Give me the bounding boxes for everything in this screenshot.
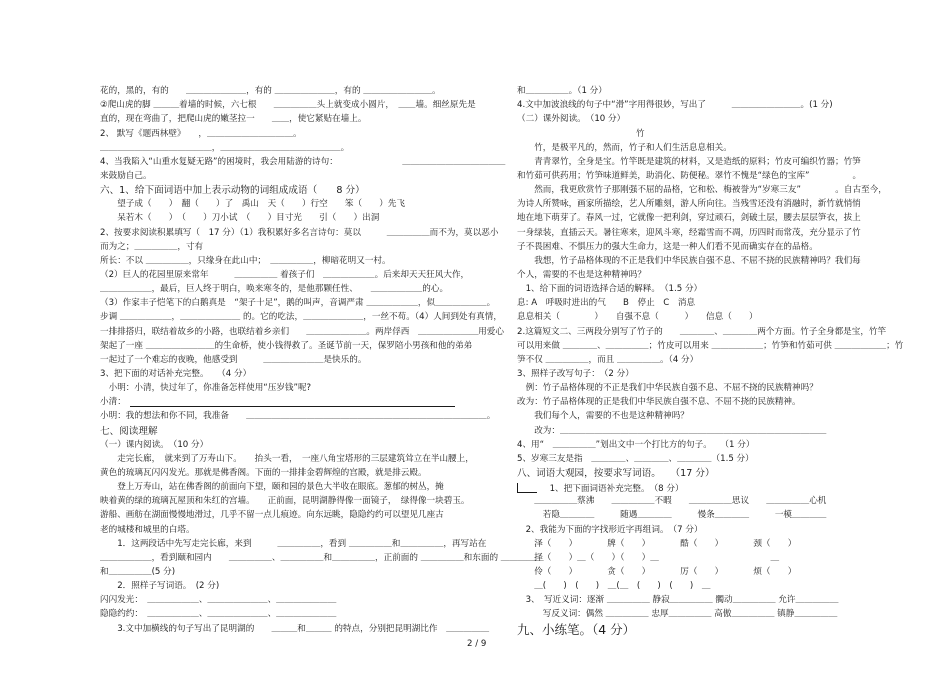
section-heading: 八、词语大观园，按要求写词语。 （17 分） [517,468,715,479]
text-line: 1．这两段话中先写走完长廊，来到 ＿＿＿＿＿，看到 ＿＿＿＿＿和＿＿＿＿＿，再写站在 [100,539,487,549]
text-line: 4、用“ ＿＿＿＿＿”划出文中一个打比方的句子。 （1 分） [517,440,755,450]
text-line: 2、我能为下面的字找形近字再组词。 （7 分） [517,525,703,535]
text-line: 小明：小清，快过年了，你准备怎样使用“压岁钱”呢? [100,383,312,393]
text-line: 青青翠竹，全身是宝。竹竿既是建筑的材料，又是造纸的原料；竹皮可编织竹器；竹笋 [517,157,861,167]
text-line: ＿＿＿＿＿＿，看到颐和园内 ＿＿＿＿＿、＿＿＿＿＿和＿＿＿＿＿，正前面的 ＿＿＿＿＿和东面的 ＿＿＿＿＿ [100,553,544,563]
left-column [100,0,544,694]
text-line: 2、按要求阅读积累填写（ 17 分）（1）我积累好多名言诗句：莫以 ＿＿＿＿＿而不为，莫以恶小 [100,228,499,238]
text-line: 所长：不以 ＿＿＿＿＿，只缘身在此山中； ＿＿＿＿＿，柳暗花明又一村。 [100,256,391,266]
text-line: 走完长廊， 就来到了万寿山下。 抬头一看， 一座八角宝塔形的三层建筑耸立在半山腰上， [100,454,474,464]
text-line: 子不畏困难、不惧压力的强大生命力，这是一种人们看不见而确实存在的品格。 [517,242,818,252]
text-line: 地在地下萌芽了。春风一过，它就像一把利剑，穿过顽石，剑破土层，腰去层层笋衣，拔上 [517,213,861,223]
text-line: （二）课外阅读。 （10 分） [517,114,626,124]
text-line: （一）课内阅读。 （10 分） [100,440,209,450]
text-line: 黄色的琉璃瓦闪闪发光。那就是佛香阁。下面的一排排金碧辉煌的宫殿，就是排云殿。 [100,468,427,478]
text-line: （3）作家丰子恺笔下的白鹅真是 “架子十足”，鹅的叫声，音调严肃 ＿＿＿＿＿＿，似＿＿＿＿＿＿。 [100,298,496,308]
text-line: ＿＿＿＿＿＿，最后，巨人终于明白，唤来寒冬的，是他那颗任性、 ＿＿＿＿＿＿的心。 [100,284,449,294]
text-line: 我们每个人，需要的不也是这种精神吗？ [517,411,689,421]
text-line: 小明：我的想法和你不同，我准备 ＿＿＿＿＿＿＿＿＿＿＿＿＿＿＿＿＿＿＿＿＿＿＿＿＿＿＿＿。 [100,411,496,421]
text-line: 个人，需要的不也是这种精神吗？ [517,270,646,280]
text-line: （2）巨人的花园里原来常年 ＿＿＿＿＿ 着孩子们 ＿＿＿＿＿＿。后来却天天狂风大作， [100,270,470,280]
text-line: ＿＿＿＿＿蔡沸 ＿＿＿＿＿不暇 ＿＿＿＿＿思议 ＿＿＿＿＿心机 [517,496,827,506]
text-line-content: 1、把下面词语补充完整。 （8 分） [541,484,684,494]
text-line [517,483,684,494]
text-line: 一排排搭归，联结着故乡的小路，也联结着乡亲们 ＿＿＿＿＿＿＿。两岸俘西 ＿＿＿＿＿＿＿用爱心 [100,327,504,337]
text-line: 和竹茹可供药用；竹笋味道鲜美，助消化、防便秘。翠竹不愧是“绿色的宝库” 。 [517,171,862,181]
text-line: 和＿＿＿＿＿。（1 分） [517,86,607,96]
text-line: 一身绿装，直插云天。暑往寒来，迎风斗寒，经霜雪而不凋，历四时而常茂，充分显示了竹 [517,228,861,238]
text-line: 然而，我更欣赏竹子那刚强不屈的品格，它和松、梅被誉为“岁寒三友” 。自古至今， [517,185,887,195]
text-line: 伶（ ） 贪（ ） 厉（ ） 烦（ ） [517,567,797,577]
text-line: 步调 ＿＿＿＿＿＿，＿＿＿＿＿＿＿ 的。它的吃法，＿＿＿＿＿＿＿，一丝不苟。（4）人间到处有真情， [100,312,502,322]
text-line: 息: A 呼吸时进出的气 B 停止 C 消息 [517,298,696,308]
right-column [517,0,904,694]
text-line: 2.这篇短文二、三两段分别写了竹子的 ＿＿＿＿、＿＿＿＿两个方面。竹子全身都是宝，竹竿 [517,327,887,337]
text-line: 隐隐约约： ＿＿＿＿＿＿、＿＿＿＿＿＿＿、＿＿＿＿＿＿＿ [100,609,337,619]
text-line: 若隐＿＿＿＿ 随遇＿＿＿＿ 慢条＿＿＿＿ 一模＿＿＿＿ [517,510,827,520]
text-line: 来鼓励自己。 [100,171,152,181]
text-line: 4、当我陷入“山重水复疑无路”的困境时，我会用陆游的诗句： ＿＿＿＿＿＿＿＿＿＿＿＿ [100,157,506,167]
text-line: 映着黄的绿的琉璃瓦屋顶和朱红的宫墙。 正前面，昆明湖静得像一面镜子， 绿得像一块碧玉。 [100,496,470,506]
section-heading: 七、阅读理解 [100,426,158,437]
text-line: 3、把下面的对话补充完整。 （4 分） [100,369,252,379]
text-line: 3.文中加横线的句子写出了昆明湖的 ＿＿＿和＿＿＿ 的特点，分别把昆明湖比作 ＿＿＿＿＿ [100,624,490,634]
text-line: 5、岁寒三友是指 ＿＿＿＿、＿＿＿＿、＿＿＿＿（1.5 分） [517,454,754,464]
text-line: 我想，竹子品格体现的不正是我们中华民族自强不息、不屈不挠的民族精神吗？我们每 [517,256,861,266]
text-line: 老的城楼和城里的白塔。 [100,525,195,535]
text-line: ＿( ) ( ) ＿(＿ ( ) ( ) ＿ [517,581,711,591]
text-line: 为诗人所赞咏，画家所描绘，艺人所雕刻，游人所向往。当残雪还没有消融时，新竹就悄悄 [517,199,861,209]
text-line: 直的，现在弯曲了，把爬山虎的嫩茎拉一 ＿＿，使它紧贴在墙上。 [100,114,367,124]
text-line: 择（ ）＿（ ）（ ）＿ ＿ [517,553,780,563]
text-line: 2．照样子写词语。 (2 分) [100,581,220,591]
text-line: 改为：＿＿＿＿＿＿＿＿＿＿＿＿＿＿＿＿＿＿＿＿＿＿＿＿＿＿＿＿＿＿＿ [517,426,827,436]
text-line: 游船、画舫在湖面慢慢地滑过，几乎不留一点儿痕迹。向东远眺，隐隐约约可以望见几座古 [100,510,444,520]
text-line: ②爬山虎的脚 ＿＿＿着墙的时候，六七根 ＿＿＿＿＿头上就变成小圆片， ＿＿墙。细丝原先是 [100,100,476,110]
text-line: 4.文中加波浪线的句子中“滑”字用得很妙，写出了 ＿＿＿＿＿＿＿＿。(1 分) [517,100,833,110]
text-line: 写反义词：偶然 ＿＿＿＿＿ 忠厚＿＿＿＿＿ 高傲＿＿＿＿＿ 镇静＿＿＿＿＿ [517,609,838,619]
text-line: 呆若木（ ） （ ）刀小试 （ ）目寸光 引（ ）出洞 [100,213,380,223]
text-line: 花的，黑的，有的 ＿＿＿＿＿＿＿，有的 ＿＿＿＿＿＿＿，有的 ＿＿＿＿＿＿＿＿。 [100,86,441,96]
article-title: 竹 [636,129,645,139]
text-line: 例：竹子品格体现的不正是我们中华民族自强不息、不屈不挠的民族精神吗？ [517,383,818,393]
section-heading: 九、小练笔。（4 分） [517,622,636,637]
text-line: 竹，是极平凡的，然而，竹子和人们生活息息相关。 [517,143,732,153]
text-line: 3、 写近义词：逐渐 ＿＿＿＿＿ 静寂＿＿＿＿＿ 髑动＿＿＿＿＿ 允许＿＿＿＿＿ [517,595,839,605]
answer-box [517,483,537,493]
text-line: 架起了一座 ＿＿＿＿＿＿＿＿的生命桥，使小钱得救了。圣诞节前一天，保罗陪小男孩和他的弟弟 [100,341,473,351]
text-line: 一起过了一个难忘的夜晚，他感受到 ＿＿＿＿＿＿＿是快乐的。 [100,355,367,365]
text-line: 息息相关（ ） 自强不息（ ） 信息（ ） [517,312,758,322]
answer-rule [130,406,455,407]
text-line: 笋不仅 ＿＿＿＿＿，而且 ＿＿＿＿＿。（4 分） [517,355,699,365]
text-line: 小清： [100,397,126,407]
section-heading: 六、1、给下面词语中加上表示动物的词组成成语（ 8 分） [100,185,365,196]
text-line: 和＿＿＿＿＿(5 分) [100,567,176,577]
text-line: 泽（ ） 牌（ ） 酷（ ） 颈（ ） [517,539,797,549]
text-line: 闪闪发光： ＿＿＿＿＿＿、＿＿＿＿＿＿＿、＿＿＿＿＿＿＿ [100,595,337,605]
text-line: 1、给下面的词语选择合适的解释。 （1.5 分） [517,284,703,294]
text-line: 可以用来做 ＿＿＿＿、＿＿＿＿＿；竹皮可以用来 ＿＿＿＿＿＿；竹笋和竹茹可供 ＿＿＿＿＿＿；竹 [517,341,904,351]
text-line: 登上万寿山，站在佛香阁的前面向下望，颐和园的景色大半收在眼底。葱郁的树丛，掩 [100,482,444,492]
text-line: 2、 默写《题西林壁》 ，＿＿＿＿＿＿＿＿＿＿。 [100,129,302,139]
text-line: ＿＿＿＿＿＿＿＿＿＿＿＿＿，＿＿＿＿＿＿＿＿＿＿＿＿＿＿。 [100,143,350,153]
text-line: 改为：竹子品格体现的正是我们中华民族自强不息、不屈不挠的民族精神。 [517,397,801,407]
text-line: 而为之；＿＿＿＿＿，寸有 [100,242,204,252]
text-line: 望子成（ ） 翻（ ）了 禹山 天（ ）行空 笨（ ）先飞 [100,199,406,209]
page-number: 2 / 9 [467,639,487,649]
text-line: 3、照样子改写句子： （2 分） [517,369,634,379]
